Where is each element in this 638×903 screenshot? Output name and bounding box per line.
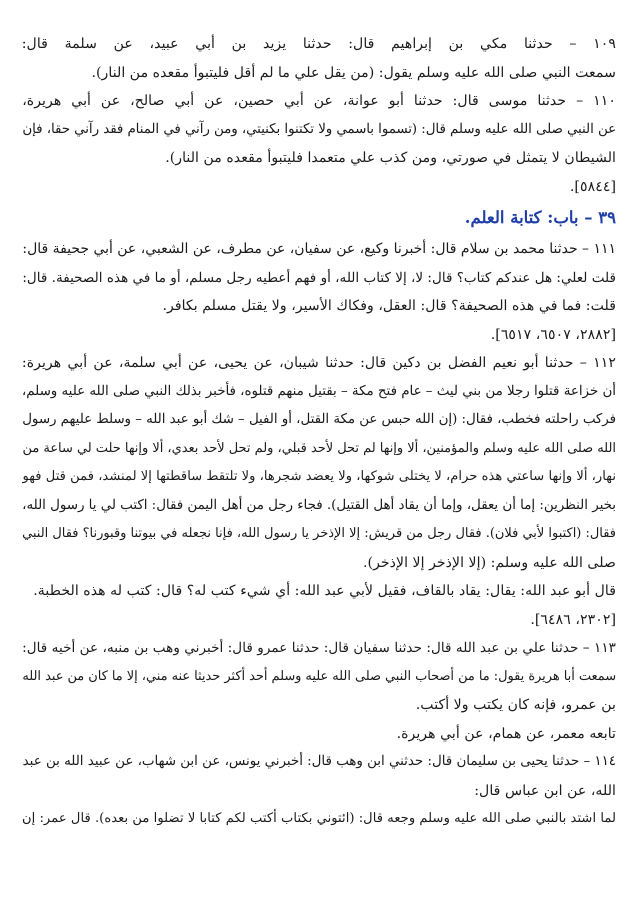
hadith-112 [22,349,616,634]
text-line: قال أبو عبد الله: يقال: يقاد بالقاف، فقيل لأبي عبد الله: أي شيء كتب له؟ قال: كتب له هذه الخطبة. [33,583,616,599]
text-line: الشيطان لا يتمثل في صورتي، ومن كذب علي متعمدا فليتبوأ مقعده من النار). [165,150,616,166]
text-line: سمعت أبا هريرة يقول: ما من أصحاب النبي صلى الله عليه وسلم أحد أكثر حديثا عنه مني، إلا ما كان من عبد الله [22,668,616,684]
text-line: ١١١ – حدثنا محمد بن سلام قال: أخبرنا وكيع، عن سفيان، عن مطرف، عن الشعبي، عن أبي جحيفة قال: [22,241,616,257]
hadith-111 [22,235,616,349]
text-line: الله صلى الله عليه وسلم والمؤمنين، ألا وإنها لم تحل لأحد قبلي، ولم تحل لأحد بعدي، ألا وإنها حلت لي ساعة من [22,440,616,456]
hadith-114 [22,748,616,834]
text-line: نهار، ألا وإنها ساعتي هذه حرام، لا يختلى شوكها، ولا يعضد شجرها، ولا تلتقط ساقطتها إلا لمنشد، فمن قتل فهو [22,469,616,484]
text-line: فركب راحلته فخطب، فقال: (إن الله حبس عن مكة القتل، أو الفيل – شك أبو عبد الله – وسلط عليهم رسول [22,412,616,427]
text-line: ١٠٩ – حدثنا مكي بن إبراهيم قال: حدثنا يزيد بن أبي عبيد، عن سلمة قال: [22,36,616,52]
document-page [22,30,616,891]
hadith-110 [22,87,616,201]
hadith-109 [22,30,616,87]
text-line: ١١٣ – حدثنا علي بن عبد الله قال: حدثنا سفيان قال: حدثنا عمرو قال: أخبرني وهب بن منبه، عن أخيه قال: [22,640,616,656]
text-line: بخير النظرين: إما أن يعقل، وإما أن يقاد أهل القتيل). فجاء رجل من أهل اليمن فقال: اكتب لي يا رسول الله، [22,497,616,513]
text-line: ١١٢ – حدثنا أبو نعيم الفضل بن دكين قال: حدثنا شيبان، عن يحيى، عن أبي سلمة، عن أبي هريرة: [22,355,616,371]
text-line: تابعه معمر، عن همام، عن أبي هريرة. [396,725,616,742]
text-line: سمعت النبي صلى الله عليه وسلم يقول: (من يقل علي ما لم أقل فليتبوأ مقعده من النار). [91,64,616,81]
text-line: فقال: (اكتبوا لأبي فلان). فقال رجل من قريش: إلا الإذخر يا رسول الله، فإنا نجعله في بيوتنا وقبورنا؟ فقال النبي [22,526,616,541]
text-line: لما اشتد بالنبي صلى الله عليه وسلم وجعه قال: (ائتوني بكتاب أكتب لكم كتابا لا تضلوا من بعده). قال عمر: إن [22,811,616,826]
hadith-113 [22,634,616,748]
cross-reference: [٢٨٨٢، ٦٥٠٧، ٦٥١٧]. [490,326,616,343]
text-line: صلى الله عليه وسلم: (إلا الإذخر إلا الإذخر). [363,554,616,571]
chapter-heading: ٣٩ – باب: كتابة العلم. [464,208,616,227]
text-line: عن النبي صلى الله عليه وسلم قال: (تسموا باسمي ولا تكتنوا بكنيتي، ومن رآني في المنام فقد رآني حقا، فإن [22,121,616,137]
text-line: الله، عن ابن عباس قال: [474,782,616,799]
text-line: قلت لعلي: هل عندكم كتاب؟ قال: لا، إلا كتاب الله، أو فهم أعطيه رجل مسلم، أو ما في هذه الصحيفة. قال: [22,269,616,286]
text-line: بن عمرو، فإنه كان يكتب ولا أكتب. [415,697,616,713]
cross-reference: [٥٨٤٤]. [569,178,616,195]
text-line: ١١٠ – حدثنا موسى قال: حدثنا أبو عوانة، عن أبي حصين، عن أبي صالح، عن أبي هريرة، [22,93,616,109]
cross-reference: [٢٣٠٢، ٦٤٨٦]. [530,611,616,628]
text-line: أن خزاعة قتلوا رجلا من بني ليث – عام فتح مكة – بقتيل منهم قتلوه، فأخبر بذلك النبي صلى الله عليه وسلم، [22,383,616,399]
text-line: ١١٤ – حدثنا يحيى بن سليمان قال: حدثني ابن وهب قال: أخبرني يونس، عن ابن شهاب، عن عبيد الله بن عبد [22,754,616,769]
text-line: قلت: فما في هذه الصحيفة؟ قال: العقل، وفكاك الأسير، ولا يقتل مسلم بكافر. [162,298,616,314]
